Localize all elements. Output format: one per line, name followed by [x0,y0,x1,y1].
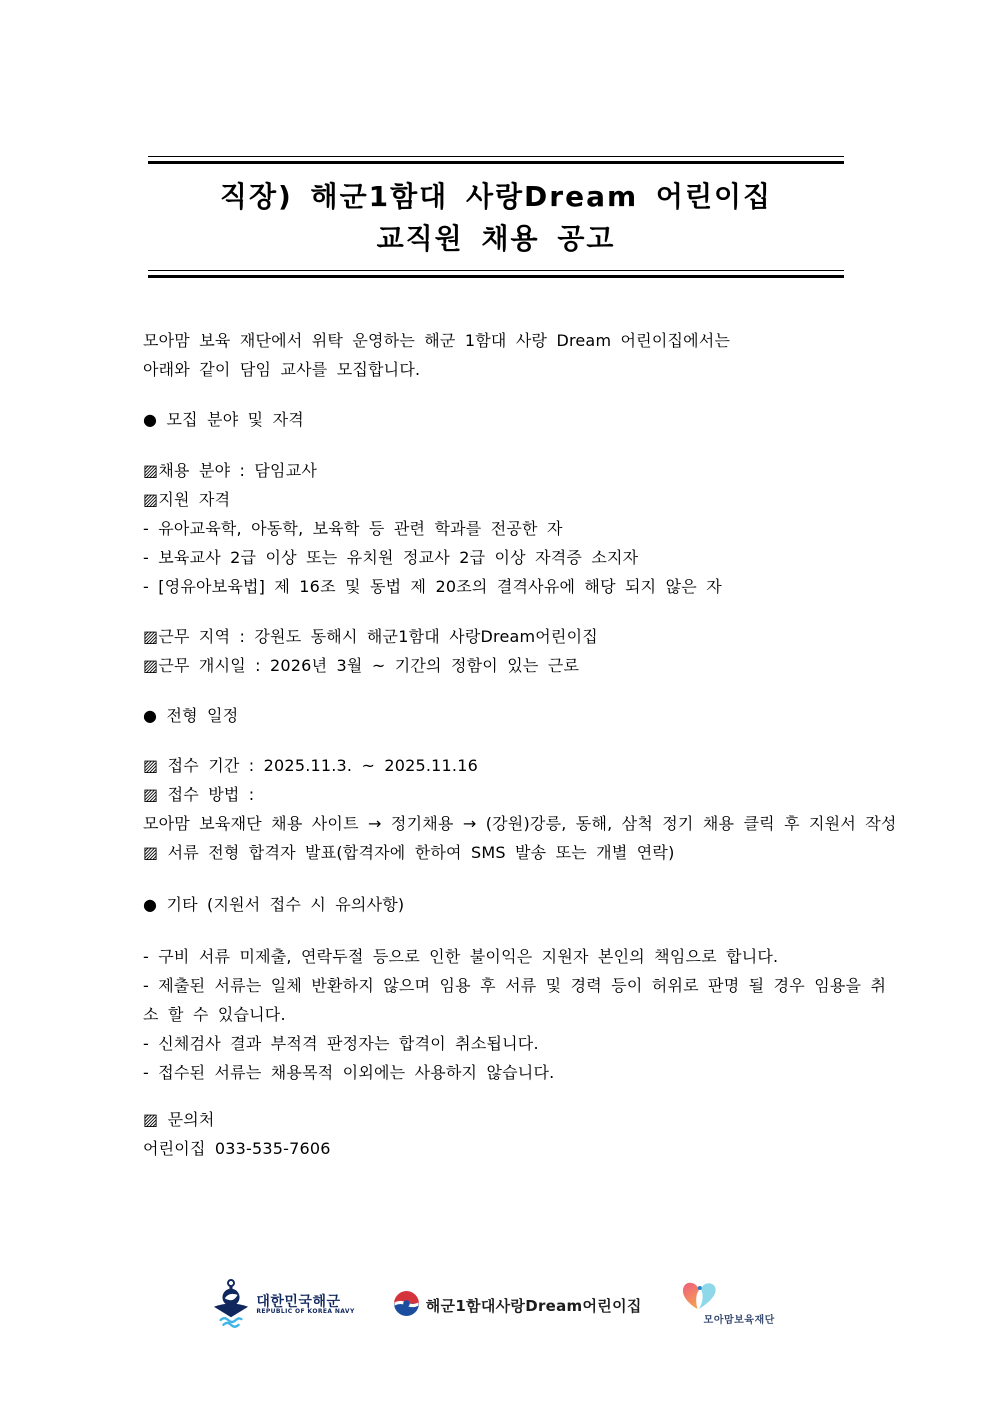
qualification-item-2: - 보육교사 2급 이상 또는 유치원 정교사 2급 이상 자격증 소지자 [143,548,639,567]
section-header-etc: ● 기타 (지원서 접수 시 유의사항) [143,895,405,914]
qualification-item-1: - 유아교육학, 아동학, 보육학 등 관련 학과를 전공한 자 [143,519,563,538]
contact-header-line: ▨ 문의처 [143,1110,215,1129]
recruit-field-line: ▨채용 분야 : 담임교사 [143,461,318,480]
taegeuk-circle-icon [393,1290,420,1321]
note-line-3: - 신체검사 결과 부적격 판정자는 합격이 취소됩니다. [143,1034,539,1053]
document-body [143,326,952,1163]
note-line-4: - 접수된 서류는 채용목적 이외에는 사용하지 않습니다. [143,1063,555,1082]
note-line-1: - 구비 서류 미제출, 연락두절 등으로 인한 불이익은 지원자 본인의 책임으로 합니다. [143,947,779,966]
foundation-logo [680,1277,780,1333]
work-location-line: ▨근무 지역 : 강원도 동해시 해군1함대 사랑Dream어린이집 [143,627,598,646]
title-line-1: 직장) 해군1함대 사랑Dream 어린이집 [219,180,773,213]
intro-line-2: 아래와 같이 담임 교사를 모집합니다. [143,360,421,379]
apply-period-line: ▨ 접수 기간 : 2025.11.3. ~ 2025.11.16 [143,756,478,775]
section-header-recruit: ● 모집 분야 및 자격 [143,410,304,429]
daycare-logo-label: 해군1함대사랑Dream어린이집 [425,1296,642,1315]
navy-logo-name: 대한민국해군 [256,1293,341,1310]
navy-logo-text [256,1295,354,1316]
section-header-schedule: ● 전형 일정 [143,706,239,725]
announce-result-line: ▨ 서류 전형 합격자 발표(합격자에 한하여 SMS 발송 또는 개별 연락) [143,843,675,862]
title-bottom-rule [148,270,844,278]
work-start-line: ▨근무 개시일 : 2026년 3월 ~ 기간의 정함이 있는 근로 [143,656,580,675]
note-line-2a: - 제출된 서류는 일체 반환하지 않으며 임용 후 서류 및 경력 등이 허위로 판명 될 경우 임용을 취 [143,976,887,995]
apply-method-label-line: ▨ 접수 방법 : [143,785,255,804]
title-line-2: 교직원 채용 공고 [376,222,616,255]
contact-phone-line: 어린이집 033-535-7606 [143,1139,331,1158]
intro-line-1: 모아맘 보육 재단에서 위탁 운영하는 해군 1함대 사랑 Dream 어린이집에서는 [143,331,731,350]
title-block [148,156,844,278]
qualification-item-3: - [영유아보육법] 제 16조 및 동법 제 20조의 결격사유에 해당 되지 않은 자 [143,577,722,596]
footer-logos [0,1270,992,1340]
qualification-header-line: ▨지원 자격 [143,490,231,509]
note-line-2b: 소 할 수 있습니다. [143,1005,286,1024]
page-title [148,164,844,270]
title-top-rule [148,156,844,164]
navy-logo-subtitle: REPUBLIC OF KOREA NAVY [256,1308,355,1316]
navy-logo [212,1278,354,1332]
navy-emblem-icon [212,1278,250,1332]
foundation-logo-label: 모아맘보육재단 [703,1315,775,1326]
daycare-logo [393,1290,642,1321]
apply-method-detail-line: 모아맘 보육재단 채용 사이트 → 정기채용 → (강원)강릉, 동해, 삼척 정기 채용 클릭 후 지원서 작성 [143,814,897,833]
